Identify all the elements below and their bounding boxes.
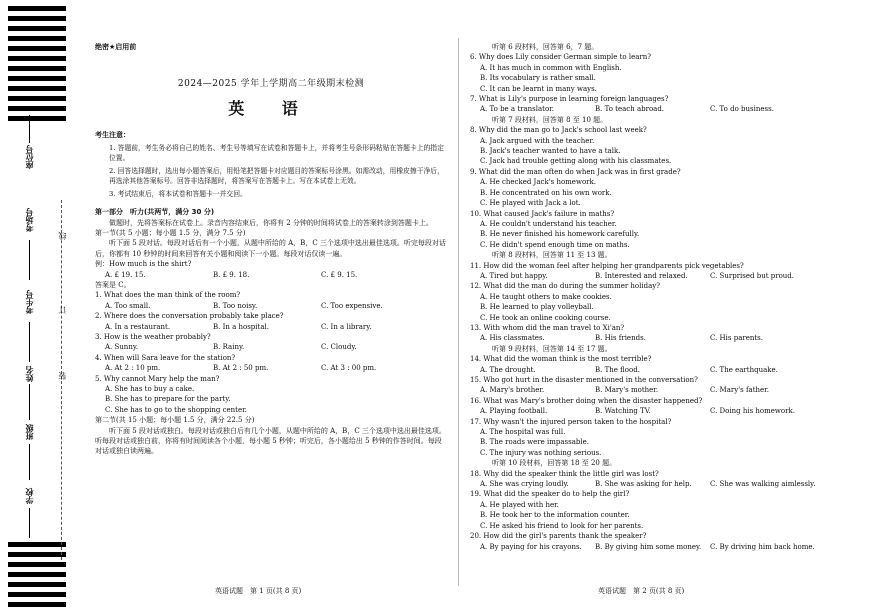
- options-row: [105, 363, 447, 373]
- option: A. He taught others to make cookies.: [480, 292, 612, 301]
- option: A. Tired but happy.: [480, 271, 548, 280]
- section-intro: 听下面 5 段对话。每段对话后有一个小题，从题中所给的 A，B，C 三个选项中选出最佳选项。听完每段对话后，你都有 10 秒钟的时间来回答有关小题和阅读下一小题。每段对话仅读一遍。: [95, 239, 446, 258]
- question-stem: 9. What did the man often do when Jack was in first grade?: [470, 167, 681, 176]
- question-stem: 2. Where does the conversation probably take place?: [95, 312, 284, 321]
- subject-title: 英 语: [228, 98, 314, 118]
- stripe: [8, 106, 66, 111]
- options-row: [105, 342, 447, 352]
- question-stem: 15. Who got hurt in the disaster mentioned in the conversation?: [470, 376, 698, 384]
- stripe: [8, 96, 66, 101]
- option: C. He took an online cooking course.: [480, 313, 611, 322]
- fill-line: [29, 444, 30, 480]
- question-stem: 3. How is the weather probably?: [95, 333, 211, 341]
- option: A. By paying for his crayons.: [480, 542, 582, 551]
- question-stem: 18. Why did the speaker think the little girl was lost?: [470, 469, 659, 478]
- option: A. It has much in common with English.: [480, 63, 622, 72]
- option: A. Too small.: [105, 301, 151, 310]
- column-divider: [458, 38, 459, 586]
- option: B. He took her to the information counter.: [480, 511, 630, 520]
- question-stem: 11. How did the woman feel after helping her grandparents pick vegetables?: [470, 261, 744, 270]
- option: B. He concentrated on his own work.: [480, 188, 612, 197]
- cut-line: [61, 200, 62, 560]
- option: B. He learned to play volleyball.: [480, 303, 594, 312]
- option: B. Mary's mother.: [595, 386, 659, 395]
- stripe: [8, 6, 66, 11]
- example-options: [105, 270, 447, 280]
- option: A. He checked Jack's homework.: [480, 178, 596, 187]
- stripe: [8, 592, 66, 597]
- option: C. He didn't spend enough time on maths.: [480, 240, 630, 249]
- stripe: [8, 602, 66, 607]
- question-stem: 7. What is Lily's purpose in learning foreign languages?: [470, 95, 669, 104]
- question-stem: 5. Why cannot Mary help the man?: [95, 374, 220, 383]
- option: A. Sunny.: [105, 343, 139, 352]
- confidential-mark: 绝密★启用前: [95, 43, 137, 51]
- page-1-column: [95, 42, 447, 457]
- option: B. She was asking for help.: [595, 480, 692, 489]
- options-row: [105, 301, 447, 311]
- option: A. In a restaurant.: [105, 322, 171, 331]
- option: A. He played with her.: [480, 500, 559, 509]
- option: B. To teach abroad.: [595, 105, 665, 114]
- material-hint: 听第 7 段材料，回答第 8 至 10 题。: [492, 115, 608, 124]
- option: B. Too noisy.: [213, 301, 258, 310]
- cut-mark-bind: 订: [58, 306, 67, 314]
- exam-room-label: 考场号: [25, 208, 34, 232]
- question-stem: 10. What caused Jack's failure in maths?: [470, 209, 615, 218]
- name-label: 姓名: [25, 366, 34, 382]
- exam-title: 2024—2025 学年上学期高二年级期末检测: [177, 79, 365, 90]
- option: B. Watching TV.: [595, 407, 651, 416]
- option: C. At 3 : 00 pm.: [321, 364, 377, 373]
- option: C. To do business.: [710, 105, 774, 114]
- stripe: [8, 26, 66, 31]
- option: B. His friends.: [595, 334, 646, 343]
- option: A. The drought.: [480, 365, 536, 374]
- options-row: [105, 322, 447, 332]
- page-2-column: [470, 42, 842, 552]
- option: B. At 2 : 50 pm.: [213, 364, 269, 373]
- option: C. The earthquake.: [710, 365, 778, 374]
- options-row: [480, 333, 842, 343]
- option: C. The injury was nothing serious.: [480, 448, 602, 457]
- options-row: [480, 271, 842, 281]
- stripe: [8, 46, 66, 51]
- stripe: [8, 542, 66, 547]
- example-answer: 答案是 C。: [95, 280, 131, 289]
- page-footer-1: 英语试题 第 1 页(共 8 页): [215, 587, 302, 595]
- option: C. Jack had trouble getting along with his classmates.: [480, 157, 672, 166]
- stripe: [8, 582, 66, 587]
- option: A. She has to buy a cake.: [105, 385, 195, 394]
- option: B. Jack's teacher wanted to have a talk.: [480, 147, 621, 156]
- option: A. The hospital was full.: [480, 428, 566, 437]
- option: B. The roads were impassable.: [480, 438, 589, 447]
- stripe: [8, 562, 66, 567]
- notice-item: 3. 考试结束后，将本试卷和答题卡一并交回。: [109, 189, 247, 198]
- notice-heading: 考生注意：: [95, 131, 130, 140]
- option: B. In a hospital.: [213, 322, 269, 331]
- option: A. Jack argued with the teacher.: [480, 136, 595, 145]
- stripe: [8, 76, 66, 81]
- question-stem: 14. What did the woman think is the most terrible?: [470, 355, 652, 364]
- fill-line: [29, 322, 30, 362]
- stripe: [8, 16, 66, 21]
- option: B. She has to prepare for the party.: [105, 395, 231, 404]
- option: B. He never finished his homework carefully.: [480, 230, 640, 239]
- notice-block: [95, 130, 447, 199]
- option: C. He played with Jack a lot.: [480, 199, 581, 208]
- option: C. His parents.: [710, 334, 763, 343]
- cut-mark-line: 线: [58, 232, 67, 240]
- stripe: [8, 56, 66, 61]
- option: C. He asked his friend to look for her parents.: [480, 521, 644, 530]
- stripe: [8, 66, 66, 71]
- option: C. £ 9. 15.: [321, 270, 358, 279]
- options-row: [480, 479, 842, 489]
- seat-number-label: 座位号: [25, 145, 34, 169]
- page-footer-2: 英语试题 第 2 页(共 8 页): [598, 587, 685, 595]
- option: C. Doing his homework.: [710, 407, 795, 416]
- stripe: [8, 86, 66, 91]
- notice-item: 1. 答题前，考生务必将自己的姓名、考生号等填写在试卷和答题卡上，并将考生号条形码粘贴在答题卡上的指定位置。: [109, 143, 444, 163]
- option: C. Too expensive.: [321, 301, 383, 310]
- option: C. Surprised but proud.: [710, 271, 794, 280]
- option: A. To be a translator.: [480, 105, 554, 114]
- options-row: [480, 542, 842, 552]
- option: C. Cloudy.: [321, 343, 357, 352]
- option: B. The flood.: [595, 365, 640, 374]
- question-stem: 1. What does the man think of the room?: [95, 291, 241, 300]
- stripe: [8, 116, 66, 121]
- stripe: [8, 552, 66, 557]
- option: B. Interested and relaxed.: [595, 271, 688, 280]
- option: C. She was walking aimlessly.: [710, 480, 816, 489]
- option: C. It can be learnt in many ways.: [480, 84, 597, 93]
- stripe: [8, 572, 66, 577]
- question-list: [95, 290, 447, 415]
- material-hint: 听第 8 段材料，回答第 11 至 13 题。: [492, 251, 612, 260]
- example-question: 例：How much is the shirt?: [95, 260, 192, 269]
- option: B. Its vocabulary is rather small.: [480, 74, 596, 83]
- question-stem: 17. Why wasn't the injured person taken to the hospital?: [470, 417, 672, 426]
- option: B. £ 9. 18.: [213, 270, 250, 279]
- question-stem: 8. Why did the man go to Jack's school last week?: [470, 126, 647, 135]
- options-row: [480, 385, 842, 395]
- question-stem: 6. Why does Lily consider German simple to learn?: [470, 53, 652, 62]
- binding-strip: [0, 0, 70, 615]
- section-intro: 听下面 5 段对话或独白。每段对话或独白后有几个小题，从题中所给的 A，B，C 三个选项中选出最佳选项。听每段对话或独白前，你将有时间阅读各个小题，每小题 5 秒钟；听完后，各小题给出 5 秒钟的作答时间。每段对话或独白读两遍。: [95, 426, 446, 456]
- option: A. He couldn't understand his teacher.: [480, 219, 617, 228]
- question-stem: 13. With whom did the man travel to Xi'an?: [470, 323, 625, 332]
- question-stem: 20. How did the girl's parents thank the speaker?: [470, 532, 647, 541]
- fill-line: [29, 384, 30, 420]
- stripe: [8, 36, 66, 41]
- section-heading: 第二节(共 15 小题；每小题 1.5 分，满分 22.5 分): [95, 416, 255, 425]
- material-hint: 听第 6 段材料，回答第 6，7 题。: [492, 43, 599, 51]
- candidate-number-label: 考生号: [25, 290, 34, 314]
- part-intro: 做题时，先将答案标在试卷上。录音内容结束后，你将有 2 分钟的时间将试卷上的答案转涂到答题卡上。: [109, 218, 433, 227]
- school-label: 学校: [25, 488, 34, 504]
- fill-line: [29, 115, 30, 143]
- option: C. By driving him back home.: [710, 542, 815, 551]
- cut-mark-pack: 装: [58, 372, 67, 380]
- part-heading: 第一部分 听力(共两节，满分 30 分): [95, 208, 215, 217]
- question-stem: 12. What did the man do during the summer holiday?: [470, 282, 660, 291]
- option: C. Mary's father.: [710, 386, 769, 395]
- options-row: [480, 365, 842, 375]
- question-stem: 16. What was Mary's brother doing when the disaster happened?: [470, 396, 703, 405]
- fill-line: [29, 508, 30, 538]
- option: C. In a library.: [321, 322, 372, 331]
- option: B. By giving him some money.: [595, 542, 702, 551]
- options-row: [480, 104, 842, 114]
- option: A. His classmates.: [480, 334, 545, 343]
- option: A. At 2 : 10 pm.: [105, 364, 161, 373]
- option: A. She was crying loudly.: [480, 480, 569, 489]
- question-stem: 4. When will Sara leave for the station?: [95, 353, 236, 362]
- material-hint: 听第 10 段材料，回答第 18 至 20 题。: [492, 459, 617, 468]
- option: A. £ 19. 15.: [105, 270, 146, 279]
- section-heading: 第一节(共 5 小题；每小题 1.5 分，满分 7.5 分): [95, 228, 246, 237]
- option: A. Mary's brother.: [480, 386, 545, 395]
- question-stem: 19. What did the speaker do to help the girl?: [470, 490, 630, 499]
- material-hint: 听第 9 段材料，回答第 14 至 17 题。: [492, 344, 612, 353]
- options-row: [480, 406, 842, 416]
- option: A. Playing football.: [480, 407, 548, 416]
- class-label: 班级: [25, 424, 34, 440]
- fill-line: [29, 240, 30, 280]
- option: C. She has to go to the shopping center.: [105, 405, 247, 414]
- notice-item: 2. 回答选择题时，选出每小题答案后，用铅笔把答题卡对应题目的答案标号涂黑。如需改动，用橡皮擦干净后，再选涂其他答案标号。回答非选择题时，将答案写在答题卡上。写在本试卷上无效。: [109, 166, 444, 186]
- option: B. Rainy.: [213, 343, 245, 352]
